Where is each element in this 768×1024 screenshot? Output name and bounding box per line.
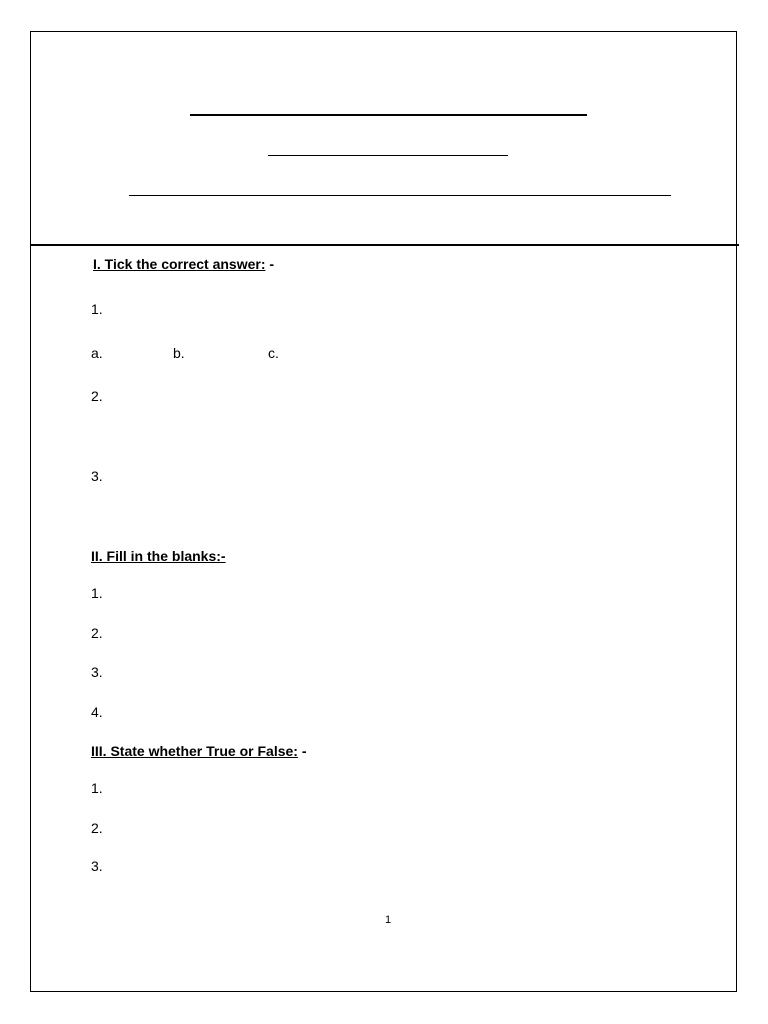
section-1-option-b: b. — [173, 345, 185, 361]
section-1-question-3: 3. — [91, 468, 103, 484]
section-3-question-3: 3. — [91, 858, 103, 874]
title-blank-line — [190, 114, 587, 116]
page-number: 1 — [385, 914, 392, 926]
section-2-question-3: 3. — [91, 664, 103, 680]
section-2-question-2: 2. — [91, 625, 103, 641]
info-blank-line — [129, 195, 671, 196]
header-divider — [31, 244, 739, 246]
section-1-heading — [93, 256, 274, 272]
section-3-heading-suffix: - — [297, 743, 307, 759]
section-1-option-c: c. — [268, 345, 279, 361]
section-1-question-2: 2. — [91, 388, 103, 404]
section-2-heading — [91, 548, 226, 564]
section-1-question-1: 1. — [91, 301, 103, 317]
section-3-heading — [91, 743, 307, 759]
document-page — [30, 31, 737, 992]
section-2-question-1: 1. — [91, 585, 103, 601]
section-3-question-1: 1. — [91, 780, 103, 796]
section-2-heading-text: II. Fill in the blanks:- — [91, 548, 226, 564]
section-1-heading-suffix: - — [265, 256, 275, 272]
section-1-heading-text: I. Tick the correct answer: — [93, 256, 266, 272]
section-3-heading-text: III. State whether True or False: — [91, 743, 298, 759]
subtitle-blank-line — [268, 155, 508, 156]
section-2-question-4: 4. — [91, 704, 103, 720]
section-1-option-a: a. — [91, 345, 103, 361]
section-3-question-2: 2. — [91, 820, 103, 836]
